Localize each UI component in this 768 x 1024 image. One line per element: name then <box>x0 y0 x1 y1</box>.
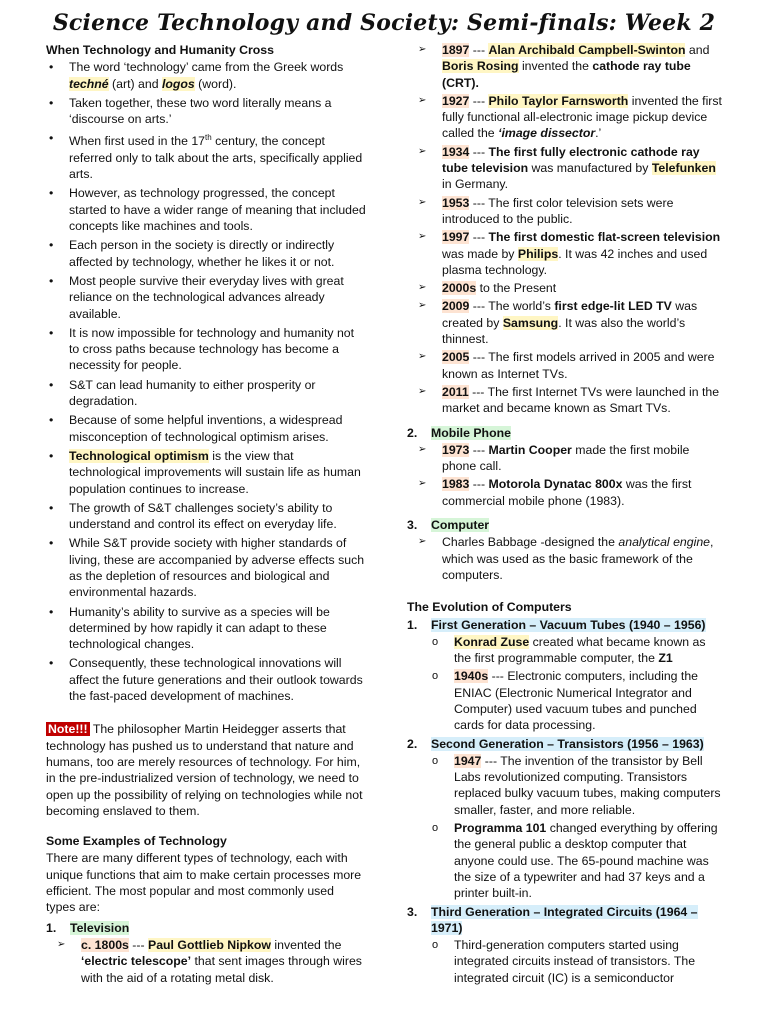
bullet-icon: • <box>49 536 54 551</box>
list-item: • Each person in the society is directly or indirectly affected by technology, whether he likes it or not. <box>49 238 335 269</box>
list-item: • Humanity’s ability to survive as a species will be determined by how rapidly it can adapt to these technological changes. <box>49 604 330 652</box>
section-heading-examples: Some Examples of Technology <box>46 834 227 849</box>
bullet-icon: • <box>49 656 54 671</box>
list-item: ➢ 2000s to the Present <box>418 281 557 296</box>
list-heading-mobile-phone: 2. Mobile Phone <box>407 425 511 440</box>
list-item: • Consequently, these technological innovations will affect the future generations and their outlook towards the fast-paced development of machines. <box>49 656 363 704</box>
arrow-icon: ➢ <box>418 300 427 312</box>
left-column <box>46 42 366 988</box>
list-item: ➢ 1934 --- The first fully electronic cathode ray tube television was manufactured by Telefunken in Germany. <box>418 144 716 192</box>
bullet-icon: • <box>49 500 54 515</box>
bullet-icon: • <box>49 238 54 253</box>
bullet-icon: • <box>49 186 54 201</box>
list-heading-first-generation: 1. First Generation – Vacuum Tubes (1940 – 1956) <box>407 617 706 632</box>
bullet-icon: • <box>49 325 54 340</box>
list-item: ➢ 1973 --- Martin Cooper made the first mobile phone call. <box>418 442 690 474</box>
list-item: o Konrad Zuse created what became known as the first programmable computer, the Z1 <box>432 634 706 666</box>
list-item: • However, as technology progressed, the concept started to have a wider range of meaning that included concepts like machines and tools. <box>49 186 366 234</box>
list-item: ➢ 2011 --- The first Internet TVs were launched in the market and became known as Smart TVs. <box>418 384 720 416</box>
bullet-icon: • <box>49 60 54 75</box>
arrow-icon: ➢ <box>418 351 427 363</box>
arrow-icon: ➢ <box>418 478 427 490</box>
list-item: • Technological optimism is the view that technological improvements will sustain life as human population continues to increase. <box>49 448 361 496</box>
list-item: ➢ 2009 --- The world’s first edge-lit LED TV was created by Samsung. It was also the world’s thinnest. <box>418 299 698 347</box>
arrow-icon: ➢ <box>418 44 427 55</box>
list-item: ➢ c. 1800s --- Paul Gottlieb Nipkow invented the ‘electric telescope’ that sent images through wires with the aid of a rotating metal disk. <box>57 937 362 985</box>
arrow-icon: ➢ <box>418 282 427 294</box>
technology-bullet-list <box>46 59 366 704</box>
list-item: • The word ‘technology’ came from the Greek words techné (art) and logos (word). <box>49 60 344 91</box>
bullet-icon: • <box>49 377 54 392</box>
list-heading-television: 1. Television <box>46 920 130 935</box>
section-heading-evolution: The Evolution of Computers <box>407 600 572 615</box>
bullet-icon: • <box>49 273 54 288</box>
list-item: • Most people survive their everyday lives with great reliance on the technological advances already available. <box>49 273 344 321</box>
heidegger-note: Note!!! The philosopher Martin Heidegger asserts that technology has pushed us to understand that nature and humans, too are merely resources of technology. For him, in the pre-industrialized version of technology, we need to open up the possibility of relying on technologies while not becoming enslaved to them. <box>46 722 363 818</box>
list-heading-computer: 3. Computer <box>407 518 490 533</box>
list-heading-second-generation: 2. Second Generation – Transistors (1956 – 1963) <box>407 736 704 751</box>
list-item: ➢ Charles Babbage -designed the analytical engine, which was used as the basic framework of the computers. <box>418 535 714 582</box>
bullet-icon: • <box>49 604 54 619</box>
page-title: Science Technology and Society: Semi-finals: Week 2 <box>52 10 716 36</box>
arrow-icon: ➢ <box>418 231 427 243</box>
list-item: • It is now impossible for technology and humanity not to cross paths because technology has become a necessity for people. <box>49 325 355 373</box>
list-item: ➢ 1897 --- Alan Archibald Campbell-Swinton and Boris Rosing invented the cathode ray tube (CRT). <box>418 43 710 90</box>
circle-bullet-icon: o <box>432 635 439 648</box>
list-item: • When first used in the 17th century, the concept referred only to talk about the arts, specifically applied arts. <box>49 131 363 182</box>
list-item: • While S&T provide society with higher standards of living, these are accompanied by adverse effects such as the depletion of resources and biological and environmental hazards. <box>49 536 365 600</box>
list-item: ➢ 1927 --- Philo Taylor Farnsworth invented the first fully functional all-electronic image pickup device called the ‘image dissector.’ <box>418 93 722 141</box>
arrow-icon: ➢ <box>418 385 427 397</box>
list-heading-third-generation: 3. Third Generation – Integrated Circuits (1964 – 1971) <box>407 904 698 935</box>
bullet-icon: • <box>49 413 54 428</box>
list-item: ➢ 1953 --- The first color television sets were introduced to the public. <box>418 195 674 226</box>
circle-bullet-icon: o <box>432 670 439 683</box>
note-badge: Note!!! <box>48 722 88 737</box>
arrow-icon: ➢ <box>418 443 427 455</box>
list-item: ➢ 2005 --- The first models arrived in 2005 and were known as Internet TVs. <box>418 350 715 381</box>
circle-bullet-icon: o <box>432 939 439 952</box>
section-heading-technology-humanity: When Technology and Humanity Cross <box>46 43 274 57</box>
list-item: • The growth of S&T challenges society’s ability to understand and control its effect on everyday life. <box>49 500 337 532</box>
list-item: • S&T can lead humanity to either prosperity or degradation. <box>49 377 316 409</box>
list-item: • Because of some helpful inventions, a widespread misconception of technological optimism arises. <box>49 413 343 444</box>
list-item: • Taken together, these two word literally means a ‘discourse on arts.’ <box>49 95 332 127</box>
bullet-icon: • <box>49 131 54 146</box>
circle-bullet-icon: o <box>432 754 439 767</box>
arrow-icon: ➢ <box>57 938 66 950</box>
examples-intro: There are many different types of technology, each with unique functions that aim to make certain processes more efficient. The most popular and most commonly used types are: <box>46 851 362 915</box>
bullet-icon: • <box>49 448 54 463</box>
list-item: o Third-generation computers started using integrated circuits instead of transistors. The integrated circuit (IC) is a semiconductor <box>432 938 696 985</box>
list-item: ➢ 1997 --- The first domestic flat-screen television was made by Philips. It was 42 inches and used plasma technology. <box>418 230 721 277</box>
list-item: ➢ 1983 --- Motorola Dynatac 800x was the first commercial mobile phone (1983). <box>418 477 692 508</box>
bullet-icon: • <box>49 95 54 110</box>
arrow-icon: ➢ <box>418 536 427 548</box>
right-column <box>407 42 725 988</box>
circle-bullet-icon: o <box>432 822 439 835</box>
arrow-icon: ➢ <box>418 94 427 106</box>
arrow-icon: ➢ <box>418 196 427 208</box>
list-item: o 1947 --- The invention of the transistor by Bell Labs revolutionized computing. Transistors replaced bulky vacuum tubes, making computers smaller, faster, and more reliable. <box>432 753 721 817</box>
list-item: o Programma 101 changed everything by offering the general public a desktop computer that anyone could use. The 65-pound machine was the size of a typewriter and had 37 keys and a printer built-in. <box>432 821 718 901</box>
list-item: o 1940s --- Electronic computers, including the ENIAC (Electronic Numerical Integrator and Computer) used vacuum tubes and punched cards for data processing. <box>432 669 699 733</box>
arrow-icon: ➢ <box>418 145 427 157</box>
